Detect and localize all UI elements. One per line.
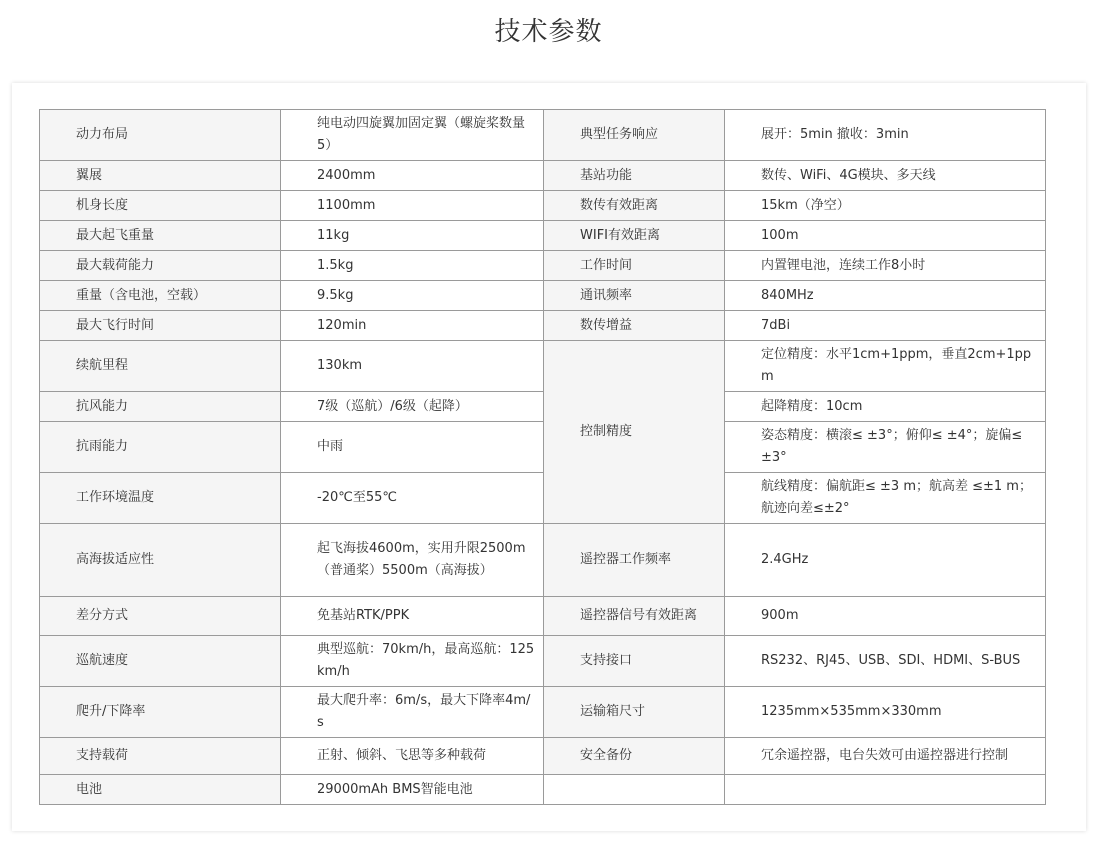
spec-label: 典型任务响应 (544, 110, 725, 161)
spec-label: 重量（含电池，空载） (40, 281, 281, 311)
spec-value: 正射、倾斜、飞思等多种载荷 (281, 738, 544, 775)
spec-label: WIFI有效距离 (544, 221, 725, 251)
spec-value: 1.5kg (281, 251, 544, 281)
spec-label: 数传有效距离 (544, 191, 725, 221)
spec-table (39, 109, 1046, 805)
table-row (40, 221, 1046, 251)
spec-label: 抗风能力 (40, 392, 281, 422)
spec-value: 1100mm (281, 191, 544, 221)
spec-label: 通讯频率 (544, 281, 725, 311)
spec-label: 遥控器信号有效距离 (544, 597, 725, 636)
spec-value: 航线精度：偏航距≤ ±3 m；航高差 ≤±1 m；航迹向差≤±2° (725, 473, 1046, 524)
spec-label: 电池 (40, 775, 281, 805)
spec-label: 爬升/下降率 (40, 687, 281, 738)
spec-label: 支持接口 (544, 636, 725, 687)
spec-value: 数传、WiFi、4G模块、多天线 (725, 161, 1046, 191)
spec-label: 基站功能 (544, 161, 725, 191)
spec-value: 100m (725, 221, 1046, 251)
spec-label: 动力布局 (40, 110, 281, 161)
spec-value: 展开：5min 撤收：3min (725, 110, 1046, 161)
spec-label: 工作时间 (544, 251, 725, 281)
spec-label: 最大载荷能力 (40, 251, 281, 281)
spec-value: 7级（巡航）/6级（起降） (281, 392, 544, 422)
spec-value: 纯电动四旋翼加固定翼（螺旋桨数量5） (281, 110, 544, 161)
spec-label: 数传增益 (544, 311, 725, 341)
spec-value: 内置锂电池，连续工作8小时 (725, 251, 1046, 281)
table-row (40, 524, 1046, 597)
table-row (40, 422, 1046, 473)
spec-label: 遥控器工作频率 (544, 524, 725, 597)
table-row (40, 311, 1046, 341)
spec-value: 定位精度：水平1cm+1ppm，垂直2cm+1ppm (725, 341, 1046, 392)
spec-label: 工作环境温度 (40, 473, 281, 524)
spec-value: 冗余遥控器，电台失效可由遥控器进行控制 (725, 738, 1046, 775)
table-row (40, 738, 1046, 775)
spec-value: -20℃至55℃ (281, 473, 544, 524)
spec-value-empty (725, 775, 1046, 805)
spec-label: 最大起飞重量 (40, 221, 281, 251)
spec-value: 15km（净空） (725, 191, 1046, 221)
spec-value: 130km (281, 341, 544, 392)
spec-value: 7dBi (725, 311, 1046, 341)
spec-label: 差分方式 (40, 597, 281, 636)
spec-value: 免基站RTK/PPK (281, 597, 544, 636)
spec-label: 支持载荷 (40, 738, 281, 775)
spec-label: 运输箱尺寸 (544, 687, 725, 738)
table-row (40, 251, 1046, 281)
spec-label-empty (544, 775, 725, 805)
table-row (40, 341, 1046, 392)
spec-label: 机身长度 (40, 191, 281, 221)
spec-value: 最大爬升率：6m/s，最大下降率4m/s (281, 687, 544, 738)
spec-value: RS232、RJ45、USB、SDI、HDMI、S-BUS (725, 636, 1046, 687)
spec-label: 续航里程 (40, 341, 281, 392)
spec-value: 2.4GHz (725, 524, 1046, 597)
spec-value: 起降精度：10cm (725, 392, 1046, 422)
spec-label: 翼展 (40, 161, 281, 191)
table-row (40, 597, 1046, 636)
spec-value: 840MHz (725, 281, 1046, 311)
table-row (40, 191, 1046, 221)
spec-value: 起飞海拔4600m，实用升限2500m（普通桨）5500m（高海拔） (281, 524, 544, 597)
table-row (40, 687, 1046, 738)
spec-value: 中雨 (281, 422, 544, 473)
table-row (40, 161, 1046, 191)
spec-value: 9.5kg (281, 281, 544, 311)
page-title: 技术参数 (494, 17, 603, 47)
spec-value: 姿态精度：横滚≤ ±3°；俯仰≤ ±4°；旋偏≤±3° (725, 422, 1046, 473)
table-row (40, 775, 1046, 805)
spec-value: 11kg (281, 221, 544, 251)
table-row (40, 281, 1046, 311)
spec-value: 典型巡航：70km/h，最高巡航：125km/h (281, 636, 544, 687)
table-row (40, 110, 1046, 161)
spec-label: 抗雨能力 (40, 422, 281, 473)
spec-label: 安全备份 (544, 738, 725, 775)
spec-label: 巡航速度 (40, 636, 281, 687)
spec-label: 最大飞行时间 (40, 311, 281, 341)
spec-value: 900m (725, 597, 1046, 636)
spec-value: 2400mm (281, 161, 544, 191)
spec-label-merged: 控制精度 (544, 341, 725, 524)
spec-panel (12, 83, 1086, 831)
spec-value: 29000mAh BMS智能电池 (281, 775, 544, 805)
spec-value: 1235mm×535mm×330mm (725, 687, 1046, 738)
table-row (40, 636, 1046, 687)
table-row (40, 473, 1046, 524)
table-row (40, 392, 1046, 422)
spec-value: 120min (281, 311, 544, 341)
spec-label: 高海拔适应性 (40, 524, 281, 597)
